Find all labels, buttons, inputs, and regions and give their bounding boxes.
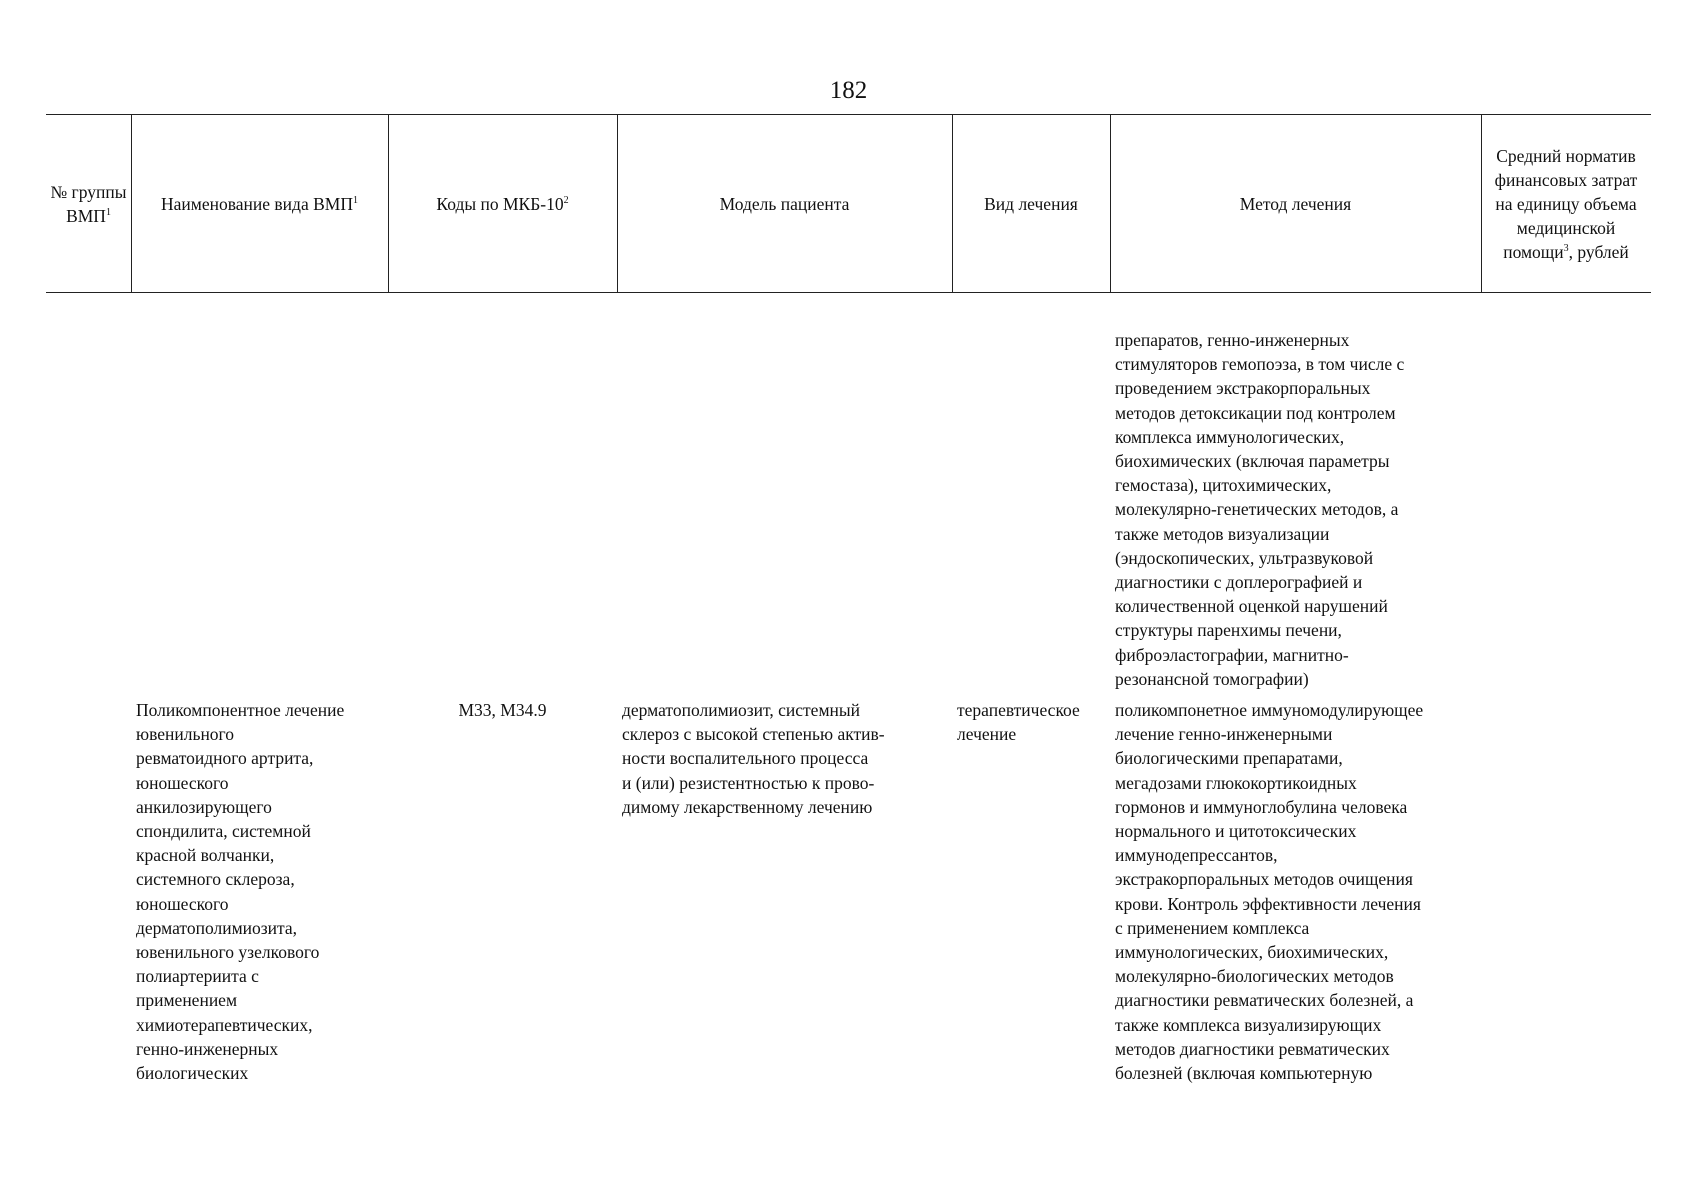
header-group-number-text: № группы ВМП (50, 181, 127, 226)
header-group-number (46, 115, 131, 292)
patient-model-cell: дерматополимиозит, системный склероз с высокой степенью актив- ности воспалительного процесса и (или) резистентностью к прово- димому лекарственному лечению (622, 700, 885, 817)
header-patient-model (617, 115, 952, 292)
header-cost-standard-text: Средний норматив финансовых затрат на единицу объема медицинской помощи (1494, 145, 1638, 262)
header-vmp-name-text: Наименование вида ВМП (161, 193, 353, 214)
header-bottom-border (46, 292, 1651, 293)
footnote-marker: 3 (1563, 242, 1569, 254)
header-treatment-type (952, 115, 1110, 292)
header-cost-standard (1481, 115, 1651, 292)
header-icd-codes-text: Коды по МКБ-10 (436, 193, 564, 214)
header-cost-standard-tail: , рублей (1568, 241, 1629, 262)
footnote-marker: 1 (352, 194, 358, 206)
header-vmp-name (131, 115, 388, 292)
page-number: 182 (829, 77, 868, 104)
method-continuation: препаратов, генно-инженерных стимуляторов гемопоэза, в том числе с проведением экстракорпоральных методов детоксикации под контролем комплекса иммунологических, биохимических (включая параметры гемостаза), цитохимических, молекулярно-генетических методов, а также методов визуализации (эндоскопических, ультразвуковой диагностики с доплерографией и количественной оценкой нарушений структуры паренхимы печени, фиброэластографии, магнитно- резонансной томографии) (1115, 330, 1405, 689)
footnote-marker: 1 (105, 206, 111, 218)
footnote-marker: 2 (563, 194, 569, 206)
treatment-type-cell: терапевтическое лечение (957, 700, 1080, 745)
header-treatment-method-text: Метод лечения (1239, 193, 1352, 214)
icd-codes-cell: M33, M34.9 (458, 700, 547, 720)
header-treatment-type-text: Вид лечения (984, 193, 1078, 214)
treatment-method-cell: поликомпонетное иммуномодулирующее лечение генно-инженерными биологическими препаратами, мегадозами глюкокортикоидных гормонов и иммуноглобулина человека нормального и цитотоксических иммунодепрессантов, экстракорпоральных методов очищения крови. Контроль эффективности лечения с применением комплекса иммунологических, биохимических, молекулярно-биологических методов диагностики ревматических болезней, а также комплекса визуализирующих методов диагностики ревматических болезней (включая компьютерную (1115, 700, 1424, 1084)
header-icd-codes (388, 115, 617, 292)
header-treatment-method (1110, 115, 1481, 292)
header-patient-model-text: Модель пациента (719, 193, 850, 214)
vmp-name-cell: Поликомпонентное лечение ювенильного ревматоидного артрита, юношеского анкилозирующего спондилита, системной красной волчанки, системного склероза, юношеского дерматополимиозита, ювенильного узелкового полиартериита с применением химиотерапевтических, генно-инженерных биологических (136, 700, 345, 1084)
